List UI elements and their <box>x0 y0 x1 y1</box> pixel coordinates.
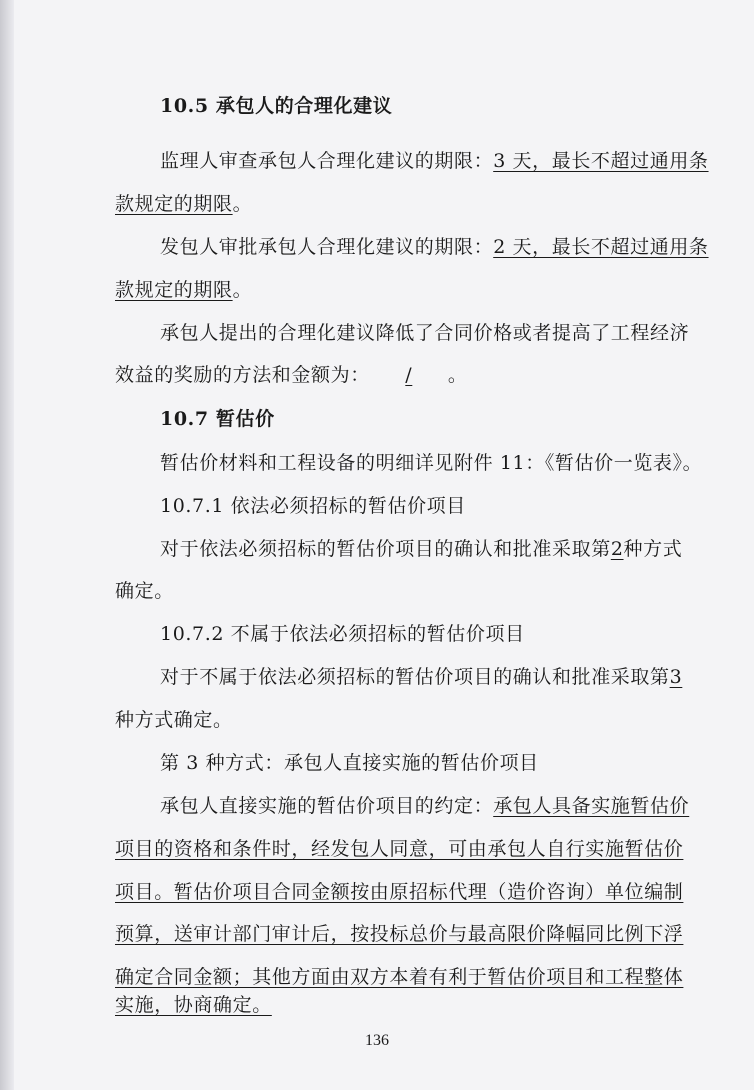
section-10-7-1-heading: 10.7.1 依法必须招标的暂估价项目 <box>160 495 466 517</box>
paragraph-line <box>115 192 252 216</box>
paragraph-line <box>160 235 709 259</box>
filled-value-line: 项目。暂估价项目合同金额按由原招标代理（造价咨询）单位编制 <box>115 881 684 903</box>
label-text: 承包人直接实施的暂估价项目的约定： <box>160 795 494 817</box>
paragraph-line <box>160 149 709 173</box>
filled-value-line: 预算，送审计部门审计后，按投标总价与最高限价降幅同比例下浮 <box>115 923 684 945</box>
filled-value: 款规定的期限 <box>115 193 233 215</box>
page-number: 136 <box>365 1032 389 1049</box>
label-text: 监理人审查承包人合理化建议的期限： <box>160 150 494 172</box>
punctuation: 。 <box>447 364 468 386</box>
section-10-7-2-heading: 10.7.2 不属于依法必须招标的暂估价项目 <box>160 623 525 645</box>
filled-value-line: 实施，协商确定。 <box>115 994 272 1016</box>
paragraph-line: 种方式确定。 <box>115 709 233 731</box>
filled-value: / <box>405 364 413 386</box>
label-text: 对于依法必须招标的暂估价项目的确认和批准采取第 <box>160 538 611 560</box>
filled-value-line: 确定合同金额；其他方面由双方本着有利于暂估价项目和工程整体 <box>115 966 684 988</box>
filled-value: 款规定的期限 <box>115 279 233 301</box>
paragraph-line <box>160 665 682 689</box>
paragraph-line <box>115 278 252 302</box>
paragraph-line: 暂估价材料和工程设备的明细详见附件 11：《暂估价一览表》。 <box>160 452 703 474</box>
paragraph-line: 确定。 <box>115 580 174 602</box>
punctuation: 。 <box>232 279 253 301</box>
label-text: 效益的奖励的方法和金额为： <box>115 364 370 386</box>
label-text: 对于不属于依法必须招标的暂估价项目的确认和批准采取第 <box>160 666 670 688</box>
paragraph-line <box>160 537 682 561</box>
paragraph-line <box>115 363 467 387</box>
scan-page-edge <box>0 0 14 1090</box>
section-10-7-heading: 10.7 暂估价 <box>160 408 275 430</box>
section-10-5-heading: 10.5 承包人的合理化建议 <box>160 95 393 117</box>
filled-value: 2 天，最长不超过通用条 <box>493 236 709 258</box>
filled-value-line: 项目的资格和条件时，经发包人同意，可由承包人自行实施暂估价 <box>115 838 684 860</box>
label-text: 种方式 <box>623 538 683 560</box>
paragraph-line: 第 3 种方式：承包人直接实施的暂估价项目 <box>160 752 539 774</box>
paragraph-line: 承包人提出的合理化建议降低了合同价格或者提高了工程经济 <box>160 322 690 344</box>
filled-value: 3 <box>669 666 683 688</box>
filled-value: 2 <box>610 538 624 560</box>
filled-value: 承包人具备实施暂估价 <box>493 795 690 817</box>
label-text: 发包人审批承包人合理化建议的期限： <box>160 236 494 258</box>
filled-value: 3 天，最长不超过通用条 <box>493 150 709 172</box>
paragraph-line <box>160 794 689 818</box>
punctuation: 。 <box>232 193 253 215</box>
